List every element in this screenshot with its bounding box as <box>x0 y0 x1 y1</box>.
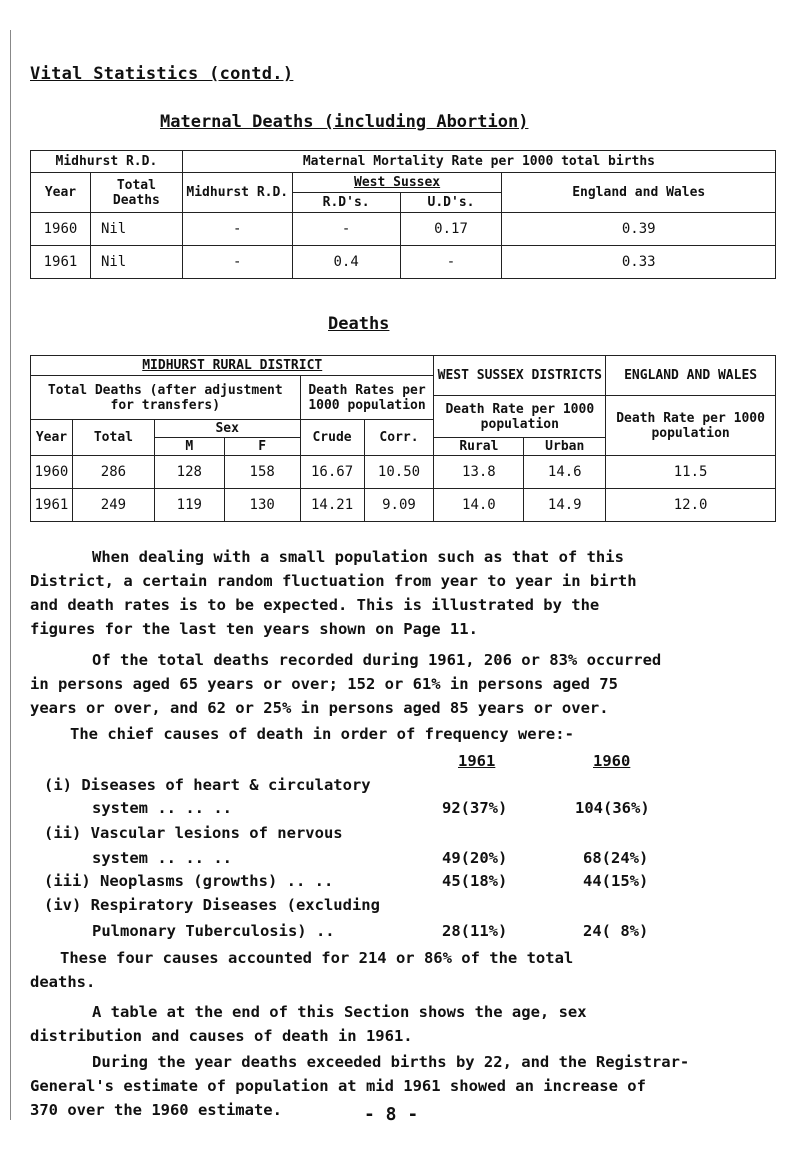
group-west-sussex-districts: WEST SUSSEX DISTRICTS <box>434 356 606 396</box>
cell-male: 128 <box>154 456 224 489</box>
paragraph-chief-causes <box>30 722 780 746</box>
paragraph-fluctuation <box>30 545 780 641</box>
col-female: F <box>224 438 300 456</box>
cause-respiratory-1961: 28(11%) <box>442 922 508 940</box>
causes-heading-1961: 1961 <box>458 752 496 770</box>
cause-vascular-line1: (ii) Vascular lesions of nervous <box>44 824 343 842</box>
cell-uds: - <box>400 246 502 279</box>
col-year: Year <box>31 420 73 456</box>
col-corr: Corr. <box>364 420 434 456</box>
paragraph-line: distribution and causes of death in 1961. <box>30 1027 413 1045</box>
cause-vascular-line2: system .. .. .. <box>92 849 232 867</box>
paragraph-line: A table at the end of this Section shows the age, sex <box>92 1003 587 1021</box>
england-death-rate: Death Rate per 1000 population <box>606 396 776 456</box>
paragraph-line: figures for the last ten years shown on Page 11. <box>30 620 478 638</box>
page-number: - 8 - <box>364 1104 419 1125</box>
cell-year: 1960 <box>31 213 91 246</box>
total-deaths-after-adjustment: Total Deaths (after adjustment for transfers) <box>31 376 301 420</box>
cause-respiratory-1960: 24( 8%) <box>583 922 649 940</box>
cause-respiratory-line1: (iv) Respiratory Diseases (excluding <box>44 896 380 914</box>
cause-vascular-1960: 68(24%) <box>583 849 649 867</box>
cause-heart-1960: 104(36%) <box>575 799 650 817</box>
table-row <box>31 246 776 279</box>
cause-heart-line2: system .. .. .. <box>92 799 232 817</box>
west-sussex-death-rate: Death Rate per 1000 population <box>434 396 606 438</box>
paragraph-line: During the year deaths exceeded births by 22, and the Registrar- <box>92 1053 690 1071</box>
cell-rural: 13.8 <box>434 456 524 489</box>
cell-total: Nil <box>90 213 182 246</box>
cell-england: 0.33 <box>502 246 776 279</box>
cause-neoplasms-1960: 44(15%) <box>583 872 649 890</box>
col-urban: Urban <box>524 438 606 456</box>
col-male: M <box>154 438 224 456</box>
cell-rural: 14.0 <box>434 489 524 522</box>
col-crude: Crude <box>300 420 364 456</box>
col-west-sussex: West Sussex <box>292 173 502 193</box>
paragraph-line: 370 over the 1960 estimate. <box>30 1101 282 1119</box>
cell-england: 11.5 <box>606 456 776 489</box>
group-england-wales: ENGLAND AND WALES <box>606 356 776 396</box>
causes-heading-1960: 1960 <box>593 752 631 770</box>
cell-corr: 9.09 <box>364 489 434 522</box>
deaths-title: Deaths <box>328 314 390 334</box>
cause-vascular-1961: 49(20%) <box>442 849 508 867</box>
maternal-mortality-table <box>30 150 776 279</box>
death-rates-per-1000: Death Rates per 1000 population <box>300 376 434 420</box>
cause-heart-line1: (i) Diseases of heart & circulatory <box>44 776 371 794</box>
cause-neoplasms-1961: 45(18%) <box>442 872 508 890</box>
paragraph-line: The chief causes of death in order of frequency were:- <box>70 725 574 743</box>
col-total: Total <box>72 420 154 456</box>
cell-crude: 14.21 <box>300 489 364 522</box>
cell-crude: 16.67 <box>300 456 364 489</box>
cell-total: Nil <box>90 246 182 279</box>
cell-female: 130 <box>224 489 300 522</box>
table-row <box>31 456 776 489</box>
cell-year: 1961 <box>31 246 91 279</box>
col-midhurst-rd: Midhurst R.D. <box>182 173 292 213</box>
col-year: Year <box>31 173 91 213</box>
paragraph-line: District, a certain random fluctuation from year to year in birth <box>30 572 637 590</box>
table-row <box>31 489 776 522</box>
header-midhurst-rd: Midhurst R.D. <box>31 151 183 173</box>
cause-respiratory-line2: Pulmonary Tuberculosis) .. <box>92 922 335 940</box>
cell-urban: 14.9 <box>524 489 606 522</box>
paragraph-age-deaths <box>30 648 780 720</box>
cell-uds: 0.17 <box>400 213 502 246</box>
cell-year: 1961 <box>31 489 73 522</box>
cell-female: 158 <box>224 456 300 489</box>
cell-corr: 10.50 <box>364 456 434 489</box>
cause-neoplasms-line1: (iii) Neoplasms (growths) .. .. <box>44 872 334 890</box>
cell-year: 1960 <box>31 456 73 489</box>
col-total-deaths: Total Deaths <box>90 173 182 213</box>
cause-heart-1961: 92(37%) <box>442 799 508 817</box>
paragraph-line: and death rates is to be expected. This is illustrated by the <box>30 596 600 614</box>
maternal-deaths-title: Maternal Deaths (including Abortion) <box>160 112 529 132</box>
section-heading: Vital Statistics (contd.) <box>30 64 294 84</box>
table-row <box>31 213 776 246</box>
paragraph-line: Of the total deaths recorded during 1961, 206 or 83% occurred <box>92 651 662 669</box>
group-midhurst-rural-district: MIDHURST RURAL DISTRICT <box>31 356 434 376</box>
cell-england: 12.0 <box>606 489 776 522</box>
paragraph-line: These four causes accounted for 214 or 86% of the total <box>60 949 574 967</box>
cell-rds: 0.4 <box>292 246 400 279</box>
col-sex: Sex <box>154 420 300 438</box>
paragraph-line: deaths. <box>30 973 96 991</box>
header-maternal-mortality-rate: Maternal Mortality Rate per 1000 total births <box>182 151 775 173</box>
col-england-wales: England and Wales <box>502 173 776 213</box>
paragraph-line: in persons aged 65 years or over; 152 or 61% in persons aged 75 <box>30 675 618 693</box>
deaths-table <box>30 355 776 522</box>
paragraph-line: General's estimate of population at mid 1961 showed an increase of <box>30 1077 646 1095</box>
paragraph-line: When dealing with a small population such as that of this <box>92 548 624 566</box>
col-rds: R.D's. <box>292 193 400 213</box>
col-rural: Rural <box>434 438 524 456</box>
cell-total: 249 <box>72 489 154 522</box>
cell-midhurst: - <box>182 246 292 279</box>
cell-male: 119 <box>154 489 224 522</box>
paragraph-table-reference <box>30 1000 780 1048</box>
paragraph-line: years or over, and 62 or 25% in persons aged 85 years or over. <box>30 699 609 717</box>
cell-total: 286 <box>72 456 154 489</box>
margin-rule <box>10 30 11 1120</box>
cell-rds: - <box>292 213 400 246</box>
paragraph-four-causes <box>30 946 780 994</box>
col-uds: U.D's. <box>400 193 502 213</box>
cell-england: 0.39 <box>502 213 776 246</box>
cell-midhurst: - <box>182 213 292 246</box>
cell-urban: 14.6 <box>524 456 606 489</box>
